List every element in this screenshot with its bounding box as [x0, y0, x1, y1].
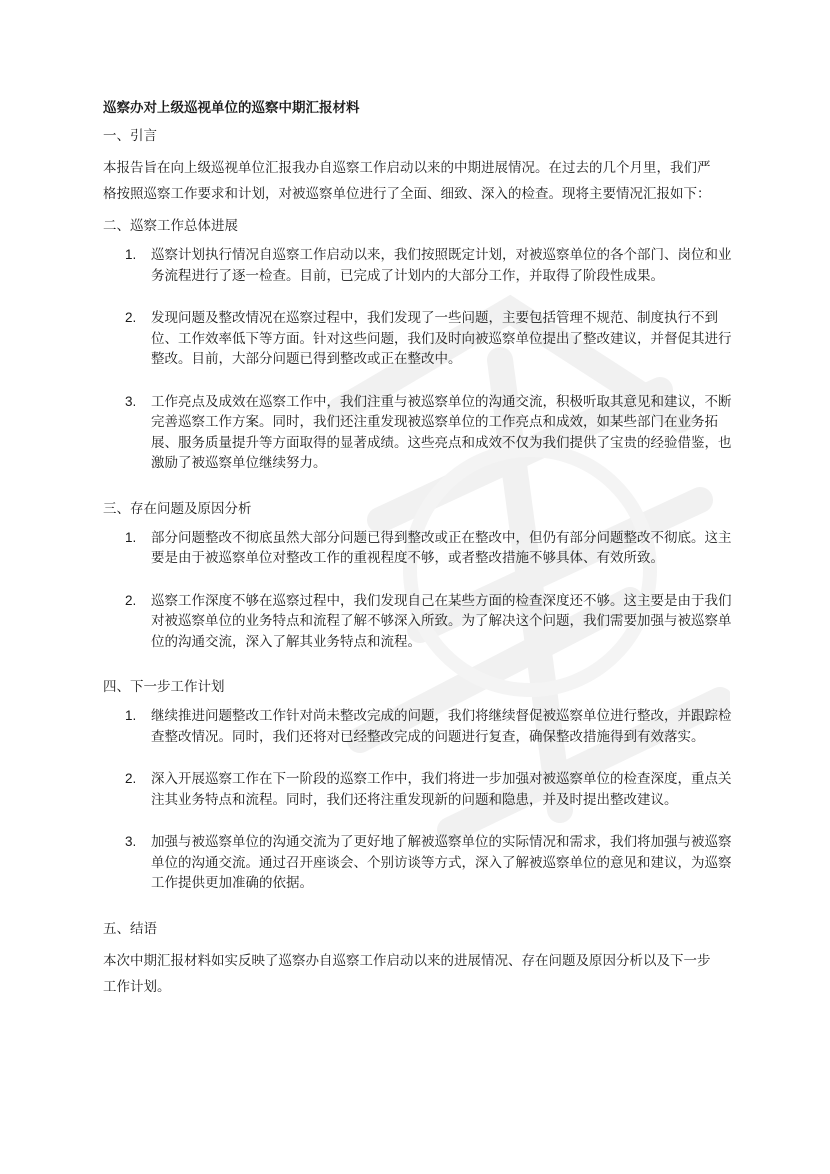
- list-item: [103, 591, 743, 653]
- next-steps-list: [103, 706, 743, 894]
- list-item-text: 发现问题及整改情况在巡察过程中，我们发现了一些问题，主要包括管理不规范、制度执行不到位、工作效率低下等方面。针对这些问题，我们及时向被巡察单位提出了整改建议，并督促其进行整改。目前，大部分问题已得到整改或正在整改中。: [151, 310, 732, 367]
- list-item-number: 2.: [125, 771, 137, 786]
- issues-list: [103, 528, 743, 653]
- section-heading-issues: 三、存在问题及原因分析: [103, 500, 252, 517]
- list-item: [103, 308, 743, 370]
- list-item: [103, 245, 743, 286]
- list-item: [103, 392, 743, 474]
- list-item-text: 巡察工作深度不够在巡察过程中，我们发现自己在某些方面的检查深度还不够。这主要是由于我们对被巡察单位的业务特点和流程了解不够深入所致。为了解决这个问题，我们需要加强与被巡察单位的沟通交流，深入了解其业务特点和流程。: [151, 592, 732, 650]
- list-item-number: 3.: [125, 834, 137, 849]
- list-item-text: 巡察计划执行情况自巡察工作启动以来，我们按照既定计划，对被巡察单位的各个部门、岗位和业务流程进行了逐一检查。目前，已完成了计划内的大部分工作，并取得了阶段性成果。: [151, 247, 732, 284]
- list-item: [103, 832, 743, 894]
- section-heading-conclusion: 五、结语: [103, 920, 157, 937]
- list-item-number: 2.: [125, 310, 137, 325]
- list-item-text: 工作亮点及成效在巡察工作中，我们注重与被巡察单位的沟通交流，积极听取其意见和建议，不断完善巡察工作方案。同时，我们还注重发现被巡察单位的工作亮点和成效，如某些部门在业务拓展、服务质量提升等方面取得的显著成绩。这些亮点和成效不仅为我们提供了宝贵的经验借鉴，也激励了被巡察单位继续努力。: [151, 393, 732, 471]
- conclusion-paragraph: 本次中期汇报材料如实反映了巡察办自巡察工作启动以来的进展情况、存在问题及原因分析以及下一步工作计划。: [103, 952, 711, 995]
- list-item-text: 继续推进问题整改工作针对尚未整改完成的问题，我们将继续督促被巡察单位进行整改，并跟踪检查整改情况。同时，我们还将对已经整改完成的问题进行复查，确保整改措施得到有效落实。: [151, 708, 732, 745]
- list-item-text: 深入开展巡察工作在下一阶段的巡察工作中，我们将进一步加强对被巡察单位的检查深度，重点关注其业务特点和流程。同时，我们还将注重发现新的问题和隐患，并及时提出整改建议。: [151, 771, 732, 808]
- list-item: [103, 769, 743, 810]
- progress-list: [103, 245, 743, 474]
- section-heading-intro: 一、引言: [103, 128, 157, 144]
- section-heading-next-steps: 四、下一步工作计划: [103, 679, 225, 695]
- list-item-number: 3.: [125, 393, 137, 409]
- document-page: [103, 95, 743, 1006]
- document-title: 巡察办对上级巡视单位的巡察中期汇报材料: [103, 100, 360, 116]
- list-item-text: 加强与被巡察单位的沟通交流为了更好地了解被巡察单位的实际情况和需求，我们将加强与被巡察单位的沟通交流。通过召开座谈会、个别访谈等方式，深入了解被巡察单位的意见和建议，为巡察工作提供更加准确的依据。: [151, 834, 732, 891]
- list-item-number: 1.: [125, 247, 137, 262]
- list-item: [103, 706, 743, 747]
- list-item-number: 2.: [125, 592, 137, 608]
- intro-paragraph: 本报告旨在向上级巡视单位汇报我办自巡察工作启动以来的中期进展情况。在过去的几个月里，我们严格按照巡察工作要求和计划，对被巡察单位进行了全面、细致、深入的检查。现将主要情况汇报如下：: [103, 160, 711, 202]
- list-item-text: 部分问题整改不彻底虽然大部分问题已得到整改或正在整改中，但仍有部分问题整改不彻底。这主要是由于被巡察单位对整改工作的重视程度不够，或者整改措施不够具体、有效所致。: [151, 529, 732, 566]
- list-item: [103, 528, 743, 569]
- list-item-number: 1.: [125, 708, 137, 723]
- list-item-number: 1.: [125, 529, 137, 545]
- section-heading-progress: 二、巡察工作总体进展: [103, 218, 238, 234]
